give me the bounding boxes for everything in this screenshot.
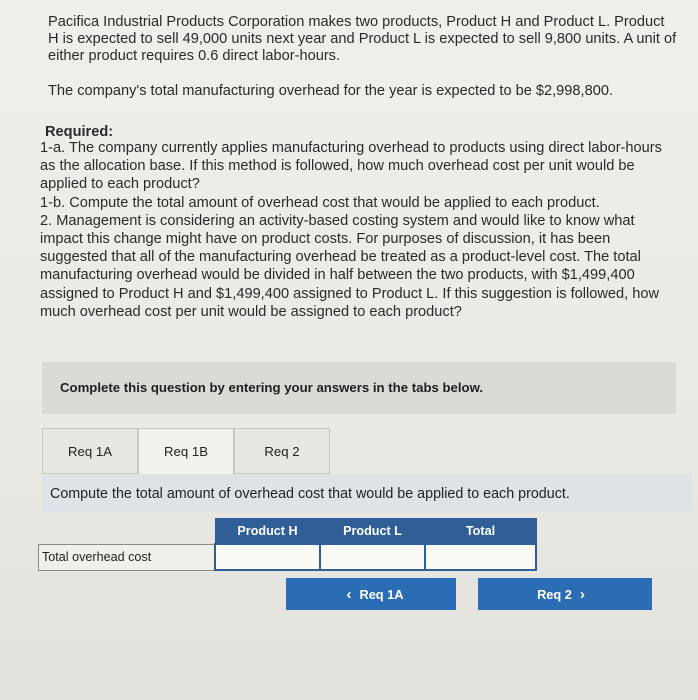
tab-panel-prompt <box>42 474 692 512</box>
table-header-total: Total <box>425 519 536 545</box>
requirement-1b: 1-b. Compute the total amount of overhead cost that would be applied to each product. <box>40 194 600 211</box>
table-header-row <box>39 519 537 545</box>
table-header-product-l: Product L <box>320 519 425 545</box>
next-req-2-button[interactable] <box>478 578 652 610</box>
table-header-blank <box>39 519 216 545</box>
instructions-banner <box>42 362 676 414</box>
chevron-right-icon: › <box>579 585 585 603</box>
overhead-table <box>38 518 537 571</box>
chevron-left-icon: ‹ <box>346 585 352 603</box>
total-overhead-input[interactable] <box>425 544 536 570</box>
instructions-text: Complete this question by entering your answers in the tabs below. <box>60 380 484 395</box>
problem-intro: Pacifica Industrial Products Corporation makes two products, Product H and Product L. Product H is expected to sell 49,000 units next year and Product L is expected to sell 9,800 units. A unit of either product requires 0.6 direct labor-hours. <box>48 14 677 64</box>
overhead-statement: The company's total manufacturing overhead for the year is expected to be $2,998,800. <box>48 83 613 99</box>
requirement-2: 2. Management is considering an activity-based costing system and would like to know what impact this change might have on product costs. For purposes of discussion, it has been suggested that all of the manufacturing overhead be treated as a product-level cost. The total manufacturing overhead would be divided in half between the two products, with $1,499,400 assigned to Product H and $1,499,400 assigned to Product L. If this suggestion is followed, how much overhead cost per unit would be assigned to each product? <box>40 212 660 320</box>
prev-button-label: Req 1A <box>359 586 404 602</box>
table-row <box>39 544 537 570</box>
panel-prompt-text: Compute the total amount of overhead cost that would be applied to each product. <box>50 486 570 502</box>
next-button-label: Req 2 <box>537 586 572 602</box>
tab-req-2[interactable]: Req 2 <box>234 428 330 474</box>
prev-req-1a-button[interactable] <box>286 578 456 610</box>
requirement-1a: 1-a. The company currently applies manufacturing overhead to products using direct labor-hours as the allocation base. If this method is followed, how much overhead cost per unit would be applied to each product? <box>40 140 662 193</box>
product-l-overhead-input[interactable] <box>320 544 425 570</box>
requirements <box>40 139 670 321</box>
tab-req-1b[interactable]: Req 1B <box>138 428 234 474</box>
product-h-overhead-input[interactable] <box>215 544 320 570</box>
required-heading: Required: <box>45 124 114 140</box>
tab-req-1a[interactable]: Req 1A <box>42 428 138 474</box>
row-label-total-overhead-cost: Total overhead cost <box>39 544 216 570</box>
table-header-product-h: Product H <box>215 519 320 545</box>
